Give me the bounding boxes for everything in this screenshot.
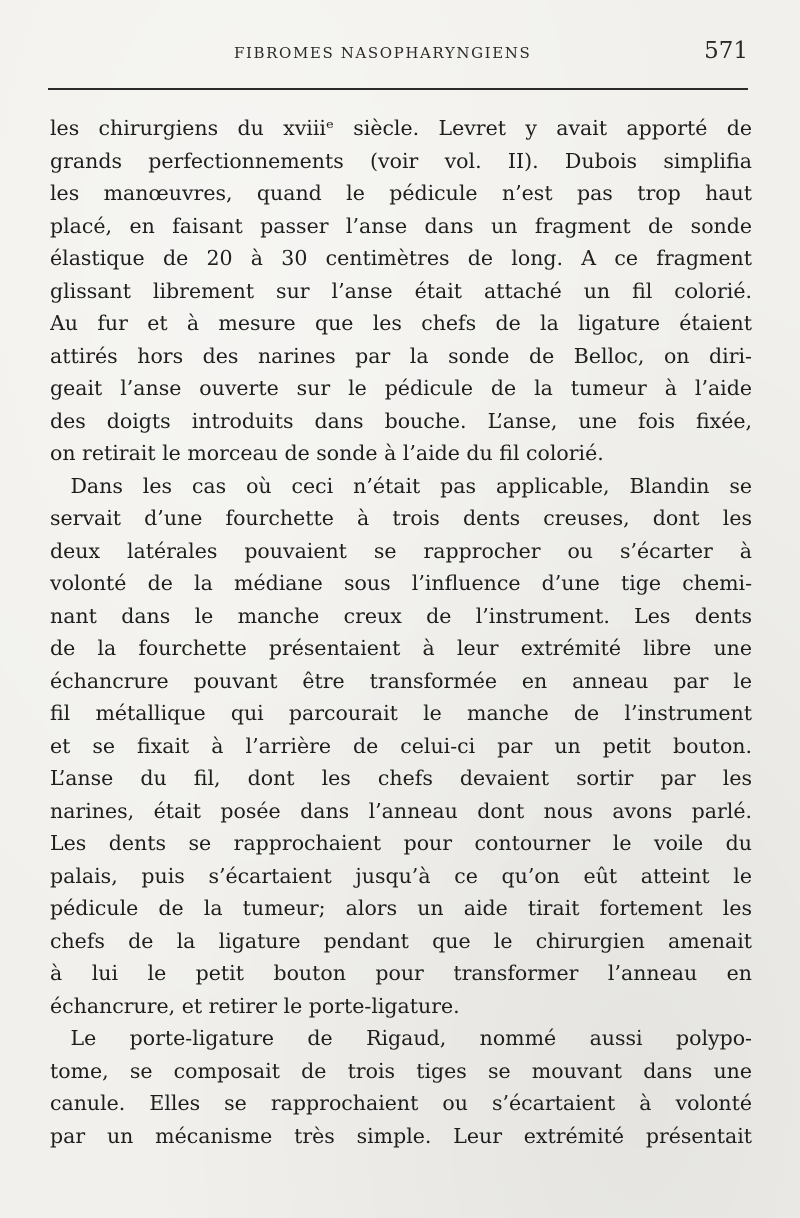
text-line: des doigts introduits dans bouche. L’anse, une fois fixée, bbox=[50, 408, 752, 433]
text-line: grands perfectionnements (voir vol. II). Dubois simplifia bbox=[50, 148, 752, 173]
text-line: servait d’une fourchette à trois dents creuses, dont les bbox=[50, 506, 752, 530]
text-line: Les dents se rapprochaient pour contourner le voile du bbox=[50, 831, 752, 855]
text-line: les manœuvres, quand le pédicule n’est pas trop haut bbox=[50, 181, 752, 205]
text-line: à lui le petit bouton pour transformer l’anneau en bbox=[50, 961, 752, 985]
text-line: glissant librement sur l’anse était attaché un fil colorié. bbox=[50, 278, 752, 303]
text-line: fil métallique qui parcourait le manche de l’instrument bbox=[50, 701, 752, 725]
text-line: et se fixait à l’arrière de celui-ci par un petit bouton. bbox=[50, 733, 752, 758]
text-line: échancrure pouvant être transformée en anneau par le bbox=[50, 668, 752, 693]
text-line: pédicule de la tumeur; alors un aide tirait fortement les bbox=[50, 896, 752, 920]
text-line: tome, se composait de trois tiges se mouvant dans une bbox=[50, 1058, 752, 1083]
page-number: 571 bbox=[704, 38, 748, 64]
text-line: canule. Elles se rapprochaient ou s’écartaient à volonté bbox=[50, 1091, 752, 1115]
running-title: FIBROMES NASOPHARYNGIENS bbox=[234, 44, 532, 62]
text-line: Le porte-ligature de Rigaud, nommé aussi polypo- bbox=[50, 1026, 752, 1050]
text-line: narines, était posée dans l’anneau dont nous avons parlé. bbox=[50, 798, 752, 823]
text-line: volonté de la médiane sous l’influence d’une tige chemi- bbox=[50, 571, 752, 595]
text-line: palais, puis s’écartaient jusqu’à ce qu’on eût atteint le bbox=[50, 863, 752, 888]
text-line: par un mécanisme très simple. Leur extrémité présentait bbox=[50, 1123, 752, 1148]
text-line: attirés hors des narines par la sonde de Belloc, on diri- bbox=[50, 343, 752, 368]
text-line: chefs de la ligature pendant que le chirurgien amenait bbox=[50, 928, 752, 953]
body-text bbox=[50, 112, 752, 1152]
text-line: les chirurgiens du xviiiᵉ siècle. Levret y avait apporté de bbox=[50, 116, 752, 140]
text-line: geait l’anse ouverte sur le pédicule de la tumeur à l’aide bbox=[50, 376, 752, 400]
text-line: Au fur et à mesure que les chefs de la ligature étaient bbox=[50, 311, 752, 335]
text-line: placé, en faisant passer l’anse dans un fragment de sonde bbox=[50, 213, 752, 238]
text-line: deux latérales pouvaient se rapprocher ou s’écarter à bbox=[50, 538, 752, 563]
text-line: L’anse du fil, dont les chefs devaient sortir par les bbox=[50, 766, 752, 790]
text-line: élastique de 20 à 30 centimètres de long. A ce fragment bbox=[50, 246, 752, 270]
text-line: Dans les cas où ceci n’était pas applicable, Blandin se bbox=[50, 473, 752, 498]
page-header bbox=[48, 36, 748, 76]
text-line: de la fourchette présentaient à leur extrémité libre une bbox=[50, 636, 752, 660]
text-line: échancrure, et retirer le porte-ligature. bbox=[50, 993, 460, 1018]
text-line: on retirait le morceau de sonde à l’aide du fil colorié. bbox=[50, 441, 604, 465]
text-line: nant dans le manche creux de l’instrument. Les dents bbox=[50, 603, 752, 628]
header-rule bbox=[48, 88, 748, 90]
